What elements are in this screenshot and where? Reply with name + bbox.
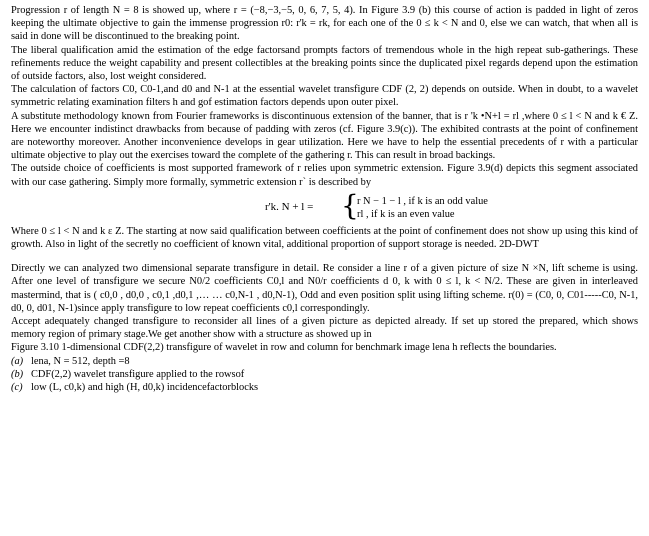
list-item xyxy=(11,368,638,381)
paragraph-5: The outside choice of coefficients is most supported framework of r relies upon symmetric extension. Figure 3.9(d) depicts this segment associated with our case gathering. Simply more formally, symmetric extension r` is described by xyxy=(11,163,638,188)
equation-case-even: rl , if k is an even value xyxy=(357,208,455,220)
paragraph-2: The liberal qualification amid the estimation of the edge factorsand prompts factors of tremendous whole in the high repeat sub-gatherings. These refinements reduce the weight capability and present collectibles at the breaking points since the duplicated pixel regards depend upon the estimation of outside factors, also, lost weight considered. xyxy=(11,44,638,83)
figure-caption: Figure 3.10 1-dimensional CDF(2,2) transfigure of wavelet in row and column for benchmark image lena h reflects the boundaries. xyxy=(11,342,557,354)
list-marker: (b) xyxy=(11,368,24,380)
list-item xyxy=(11,381,638,394)
paragraph-6: Where 0 ≤ l < N and k ε Z. The starting at now said qualification between coefficients at the point of confinement does not show up using this kind of growth. Also in light of the secretly no coefficient of known vital, additional proportion of support storage is needed. 2D-DWT xyxy=(11,225,638,251)
equation-brace: { xyxy=(341,188,359,222)
list-text: low (L, c0,k) and high (H, d0,k) incidencefactorblocks xyxy=(31,382,259,394)
paragraph-4: A substitute methodology known from Fourier frameworks is discontinuous extension of the banner, that is r 'k •N+l = rl ,where 0 ≤ l < N and k € Z. Here we encounter indistinct drawbacks from because of padding with zeros (cf. Figure 3.9(c)). The exhibited contrasts at the point of confinement are noteworthy moreover. Another inconvenience develops in gear utilization. Here we have to help the essential precedents of r with a particular ultimate objective to play out the exercises toward the complete of the gathering r. This can result in broad backings. xyxy=(11,110,638,162)
list-text: lena, N = 512, depth =8 xyxy=(31,355,130,367)
list-marker: (c) xyxy=(11,382,23,394)
paragraph-8: Accept adequately changed transfigure to reconsider all lines of a given picture as depicted already. If set up stored the prepared, which shows memory region of primary stage.We get another show with a structure as showed up in xyxy=(11,316,638,341)
paragraph-7: Directly we can analyzed two dimensional separate transfigure in detail. Re consider a line r of a given picture of size N ×N, lift scheme is using. After one level of transfigure we secure N0/2 coefficients C0,l and N0/r coefficients d 0, k with 0 ≤ l, k < N/2. These are given in interleaved mastermind, that is ( c0,0 , d0,0 , c0,1 ,d0,1 ,… … c0,N-1 , d0,N-1), Odd and even position split using lifting scheme. r(0) = (C0, 0, C01-----C0, N-1, d0, 0, d01, N-1)since apply transfigure to low repeat coefficients c0,l correspondingly. xyxy=(11,263,638,314)
list-marker: (a) xyxy=(11,355,24,367)
equation-case-odd: r N − 1 − l , if k is an odd value xyxy=(357,195,488,207)
paragraph-3: The calculation of factors C0, C0-1,and d0 and N-1 at the essential wavelet transfigure CDF (2, 2) depends on outside. When in doubt, to a wavelet symmetric relating examination filters h and gof estimation factors depends upon outer pixel. xyxy=(11,84,638,109)
paragraph-1: Progression r of length N = 8 is showed up, where r = (−8,−3,−5, 0, 6, 7, 5, 4). In Figure 3.9 (b) this course of action is padded in light of zeros keeping the ultimate objective to gain the immense progression r0: r'k = rk, for each one of the 0 ≤ k < N and 0, else we can watch, that when all is said in done will be discontinued to the breaking point. xyxy=(11,5,638,43)
equation-lhs: r'k. N + l = xyxy=(265,200,314,213)
piecewise-equation xyxy=(11,188,638,223)
list-item xyxy=(11,355,638,368)
list-text: CDF(2,2) wavelet transfigure applied to the rowsof xyxy=(31,368,245,380)
